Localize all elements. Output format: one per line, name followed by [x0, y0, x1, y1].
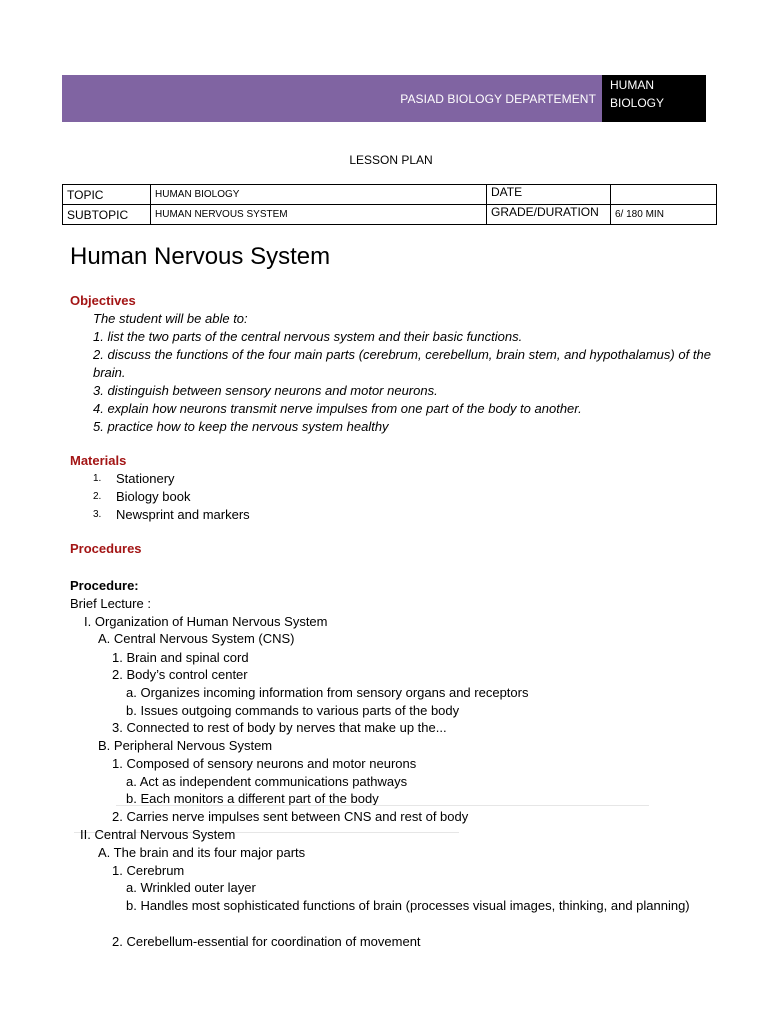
outline-item: 1. Composed of sensory neurons and motor neurons	[112, 756, 417, 771]
list-number: 1.	[93, 473, 102, 484]
objective-item: 3. distinguish between sensory neurons and motor neurons.	[93, 383, 438, 398]
outline-item: I. Organization of Human Nervous System	[84, 614, 328, 629]
outline-item: 2. Cerebellum-essential for coordination of movement	[112, 934, 421, 949]
outline-item: 1. Brain and spinal cord	[112, 650, 249, 665]
procedures-heading: Procedures	[70, 541, 142, 556]
list-item: Newsprint and markers	[116, 507, 250, 522]
materials-heading: Materials	[70, 453, 127, 468]
brief-lecture-label: Brief Lecture :	[70, 596, 151, 611]
outline-item: A. The brain and its four major parts	[98, 845, 306, 860]
outline-item: a. Organizes incoming information from sensory organs and receptors	[126, 685, 529, 700]
subtopic-label: SUBTOPIC	[63, 205, 151, 225]
objective-item: 4. explain how neurons transmit nerve impulses from one part of the body to another.	[93, 401, 582, 416]
date-value	[611, 185, 717, 205]
list-item: Biology book	[116, 489, 191, 504]
lesson-info-table	[62, 184, 717, 225]
outline-item: 1. Cerebrum	[112, 863, 185, 878]
procedure-label: Procedure:	[70, 578, 139, 593]
grade-label: GRADE/DURATION	[487, 205, 611, 225]
subject-box	[602, 75, 706, 122]
objective-item: 2. discuss the functions of the four main parts (cerebrum, cerebellum, brain stem, and hypothalamus) of the brain.	[93, 347, 711, 380]
list-number: 3.	[93, 509, 102, 520]
outline-item: A. Central Nervous System (CNS)	[98, 631, 295, 646]
grade-value: 6/ 180 MIN	[611, 205, 717, 225]
objective-item: 1. list the two parts of the central nervous system and their basic functions.	[93, 329, 523, 344]
outline-item: b. Issues outgoing commands to various parts of the body	[126, 703, 460, 718]
table-row	[63, 185, 717, 205]
date-label: DATE	[487, 185, 611, 205]
topic-label: TOPIC	[63, 185, 151, 205]
divider	[116, 805, 649, 806]
outline-item: b. Each monitors a different part of the body	[126, 791, 379, 806]
lesson-plan-title: LESSON PLAN	[349, 153, 433, 167]
objectives-intro: The student will be able to:	[93, 311, 248, 326]
main-title: Human Nervous System	[70, 243, 331, 270]
department-name: PASIAD BIOLOGY DEPARTEMENT	[400, 91, 596, 106]
outline-item: a. Wrinkled outer layer	[126, 880, 256, 895]
subject-box-line1: HUMAN	[610, 78, 654, 92]
outline-item: 3. Connected to rest of body by nerves that make up the...	[112, 720, 447, 735]
outline-item: B. Peripheral Nervous System	[98, 738, 273, 753]
outline-item: 2. Carries nerve impulses sent between CNS and rest of body	[112, 809, 469, 824]
outline-item: 2. Body’s control center	[112, 667, 248, 682]
list-number: 2.	[93, 491, 102, 502]
subtopic-value: HUMAN NERVOUS SYSTEM	[151, 205, 487, 225]
outline-item: a. Act as independent communications pathways	[126, 774, 408, 789]
list-item: Stationery	[116, 471, 175, 486]
objective-item: 5. practice how to keep the nervous system healthy	[93, 419, 389, 434]
outline-item: II. Central Nervous System	[80, 827, 236, 842]
subject-box-line2: BIOLOGY	[610, 96, 665, 110]
topic-value: HUMAN BIOLOGY	[151, 185, 487, 205]
outline-item: b. Handles most sophisticated functions of brain (processes visual images, thinking, and planning)	[126, 898, 690, 913]
table-row	[63, 205, 717, 225]
objectives-heading: Objectives	[70, 293, 136, 308]
header-banner	[62, 75, 706, 122]
